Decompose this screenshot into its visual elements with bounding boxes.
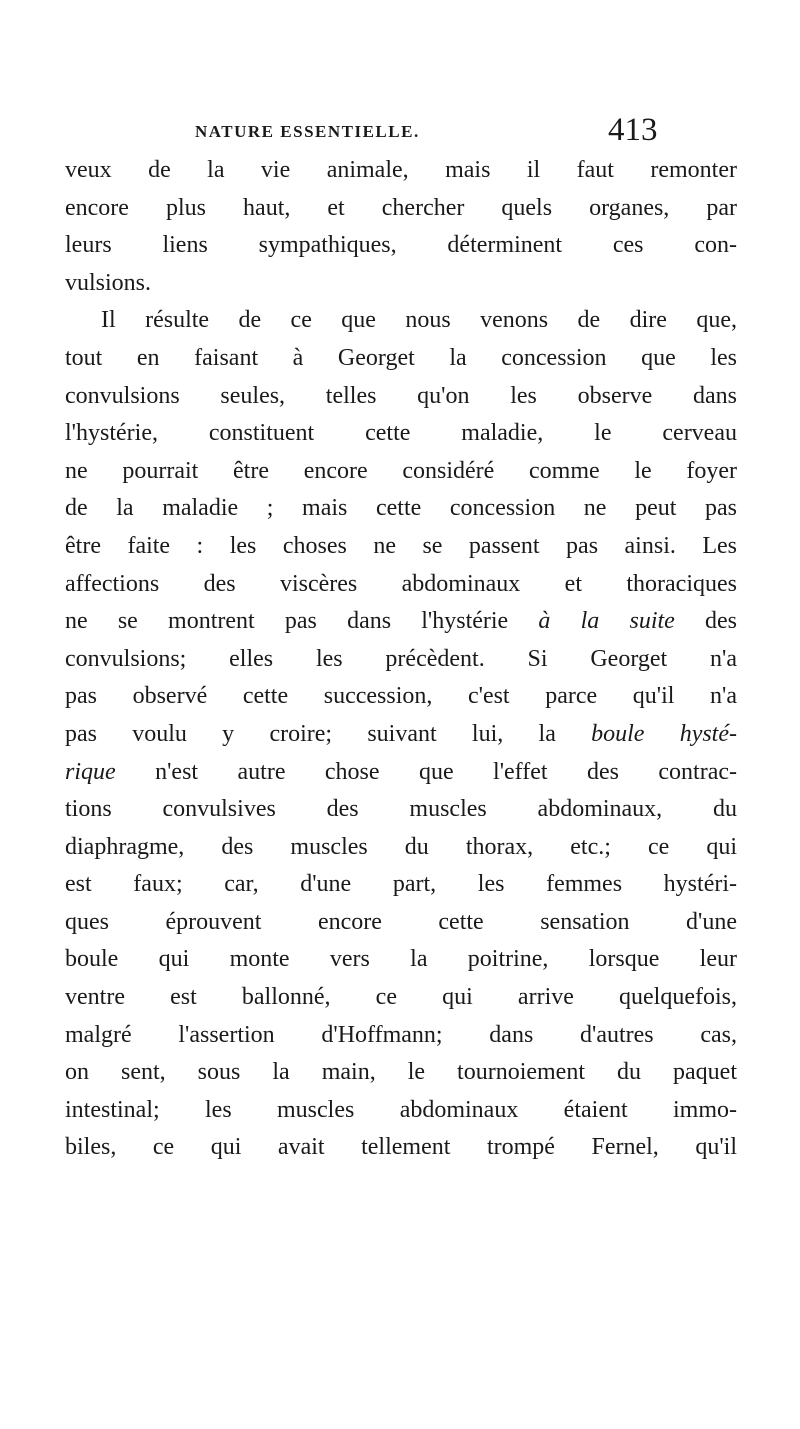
- paragraph-first-line: Il résulte de ce que nous venons de dire que,: [101, 307, 737, 334]
- italic-phrase: boule hysté-: [591, 720, 737, 747]
- text-line: ques éprouvent encore cette sensation d'une: [65, 908, 737, 935]
- text-line: affections des viscères abdominaux et thoraciques: [65, 570, 737, 597]
- text-line: ventre est ballonné, ce qui arrive quelquefois,: [65, 984, 737, 1011]
- text-line: leurs liens sympathiques, déterminent ces con-: [65, 232, 737, 259]
- text-line: biles, ce qui avait tellement trompé Fernel, qu'il: [65, 1134, 737, 1161]
- text-line: diaphragme, des muscles du thorax, etc.; ce qui: [65, 833, 737, 860]
- italic-phrase: à la suite: [538, 608, 675, 635]
- text-line: rique n'est autre chose que l'effet des contrac-: [65, 758, 737, 785]
- page-number: 413: [608, 112, 658, 148]
- text-line: est faux; car, d'une part, les femmes hystéri-: [65, 871, 737, 898]
- text-line: tout en faisant à Georget la concession que les: [65, 344, 737, 371]
- running-title: NATURE ESSENTIELLE.: [195, 122, 420, 141]
- text-line: l'hystérie, constituent cette maladie, le cerveau: [65, 420, 737, 447]
- text-line: convulsions seules, telles qu'on les observe dans: [65, 382, 737, 409]
- text-line: convulsions; elles les précèdent. Si Georget n'a: [65, 645, 737, 672]
- text-line: ne pourrait être encore considéré comme le foyer: [65, 457, 737, 484]
- text-line: ne se montrent pas dans l'hystérie à la suite des: [65, 608, 737, 635]
- text-line: veux de la vie animale, mais il faut remonter: [65, 157, 737, 183]
- text-line: être faite : les choses ne se passent pas ainsi. Les: [65, 532, 737, 559]
- text-line: pas observé cette succession, c'est parce qu'il n'a: [65, 683, 737, 710]
- text-line: intestinal; les muscles abdominaux étaient immo-: [65, 1096, 737, 1123]
- text-line: boule qui monte vers la poitrine, lorsque leur: [65, 946, 737, 973]
- text-line: vulsions.: [65, 269, 152, 296]
- body-text: [65, 152, 737, 1167]
- text-line: malgré l'assertion d'Hoffmann; dans d'autres cas,: [65, 1021, 737, 1048]
- text-line: tions convulsives des muscles abdominaux, du: [65, 796, 737, 823]
- text-line: encore plus haut, et chercher quels organes, par: [65, 194, 737, 221]
- italic-phrase: rique: [65, 758, 116, 785]
- text-line: on sent, sous la main, le tournoiement du paquet: [65, 1059, 737, 1086]
- text-line: de la maladie ; mais cette concession ne peut pas: [65, 495, 737, 522]
- text-line: pas voulu y croire; suivant lui, la boule hysté-: [65, 720, 737, 747]
